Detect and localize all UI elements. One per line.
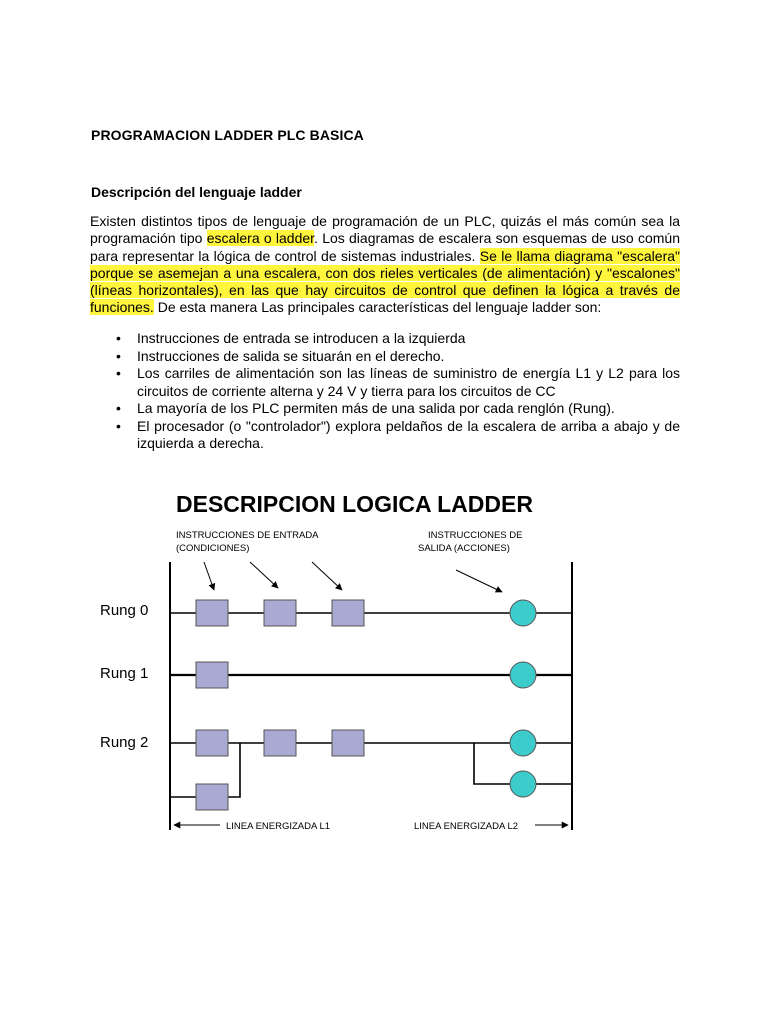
rail-left-label: LINEA ENERGIZADA L1	[226, 821, 331, 832]
bullet-dot: •	[116, 330, 121, 346]
rung-label: Rung 2	[100, 734, 149, 751]
bullet-dot: •	[116, 417, 121, 434]
output-label-line2: SALIDA (ACCIONES)	[418, 543, 510, 554]
bullet-dot: •	[116, 400, 121, 416]
pointer-arrow	[456, 570, 502, 592]
section-heading: Descripción del lenguaje ladder	[91, 184, 302, 200]
input-contact	[196, 730, 228, 756]
ladder-diagram-svg	[90, 480, 690, 840]
pointer-arrow	[204, 562, 214, 590]
paragraph-segment: . Los diagramas de escalera son esquemas de uso común para representar la lógica de control de sistemas industriales.	[90, 230, 680, 264]
bullet-dot: •	[116, 365, 121, 381]
list-item	[90, 348, 680, 366]
pointer-arrow	[312, 562, 342, 590]
output-coil	[510, 600, 536, 626]
input-contact	[264, 730, 296, 756]
input-label-line1: INSTRUCCIONES DE ENTRADA	[176, 530, 319, 541]
output-label-line1: INSTRUCCIONES DE	[428, 530, 523, 541]
list-item	[90, 400, 680, 418]
input-contact	[196, 662, 228, 688]
features-list	[90, 330, 680, 453]
input-contact	[332, 730, 364, 756]
paragraph-segment: De esta manera Las principales características del lenguaje ladder son:	[153, 299, 602, 316]
intro-paragraph	[90, 213, 680, 317]
list-item-text: Instrucciones de salida se situarán en el derecho.	[137, 347, 445, 364]
list-item-text: La mayoría de los PLC permiten más de una salida por cada renglón (Rung).	[137, 400, 615, 416]
input-contact	[264, 600, 296, 626]
list-item	[90, 418, 680, 453]
input-label-line2: (CONDICIONES)	[176, 543, 250, 554]
rung-label: Rung 0	[100, 602, 149, 619]
input-contact	[196, 784, 228, 810]
rail-right-label: LINEA ENERGIZADA L2	[414, 821, 519, 832]
list-item-text: Los carriles de alimentación son las líneas de suministro de energía L1 y L2 para los circuitos de corriente alterna y 24 V y tierra para los circuitos de CC	[137, 365, 680, 399]
list-item-text: El procesador (o "controlador") explora peldaños de la escalera de arriba a abajo y de izquierda a derecha.	[137, 417, 680, 451]
pointer-arrow	[250, 562, 278, 588]
ladder-diagram	[90, 480, 690, 840]
output-coil	[510, 662, 536, 688]
input-contact	[332, 600, 364, 626]
output-coil	[510, 730, 536, 756]
rung-label: Rung 1	[100, 665, 149, 682]
highlighted-segment: escalera o ladder	[206, 230, 315, 247]
paragraph-segment: Existen distintos tipos de lenguaje de programación de un PLC, quizás el más común sea la programación tipo	[90, 213, 680, 247]
document-title: PROGRAMACION LADDER PLC BASICA	[91, 127, 364, 143]
highlighted-segment: Se le llama diagrama "escalera" porque se asemejan a una escalera, con dos rieles verticales (de alimentación) y "escalones" (líneas horizontales), en las que hay circuitos de control que definen la lógica a través de funciones.	[90, 247, 680, 316]
bullet-dot: •	[116, 347, 121, 364]
output-coil	[510, 771, 536, 797]
input-contact	[196, 600, 228, 626]
list-item	[90, 330, 680, 348]
list-item	[90, 365, 680, 400]
list-item-text: Instrucciones de entrada se introducen a la izquierda	[137, 330, 466, 346]
diagram-title: DESCRIPCION LOGICA LADDER	[176, 491, 533, 517]
